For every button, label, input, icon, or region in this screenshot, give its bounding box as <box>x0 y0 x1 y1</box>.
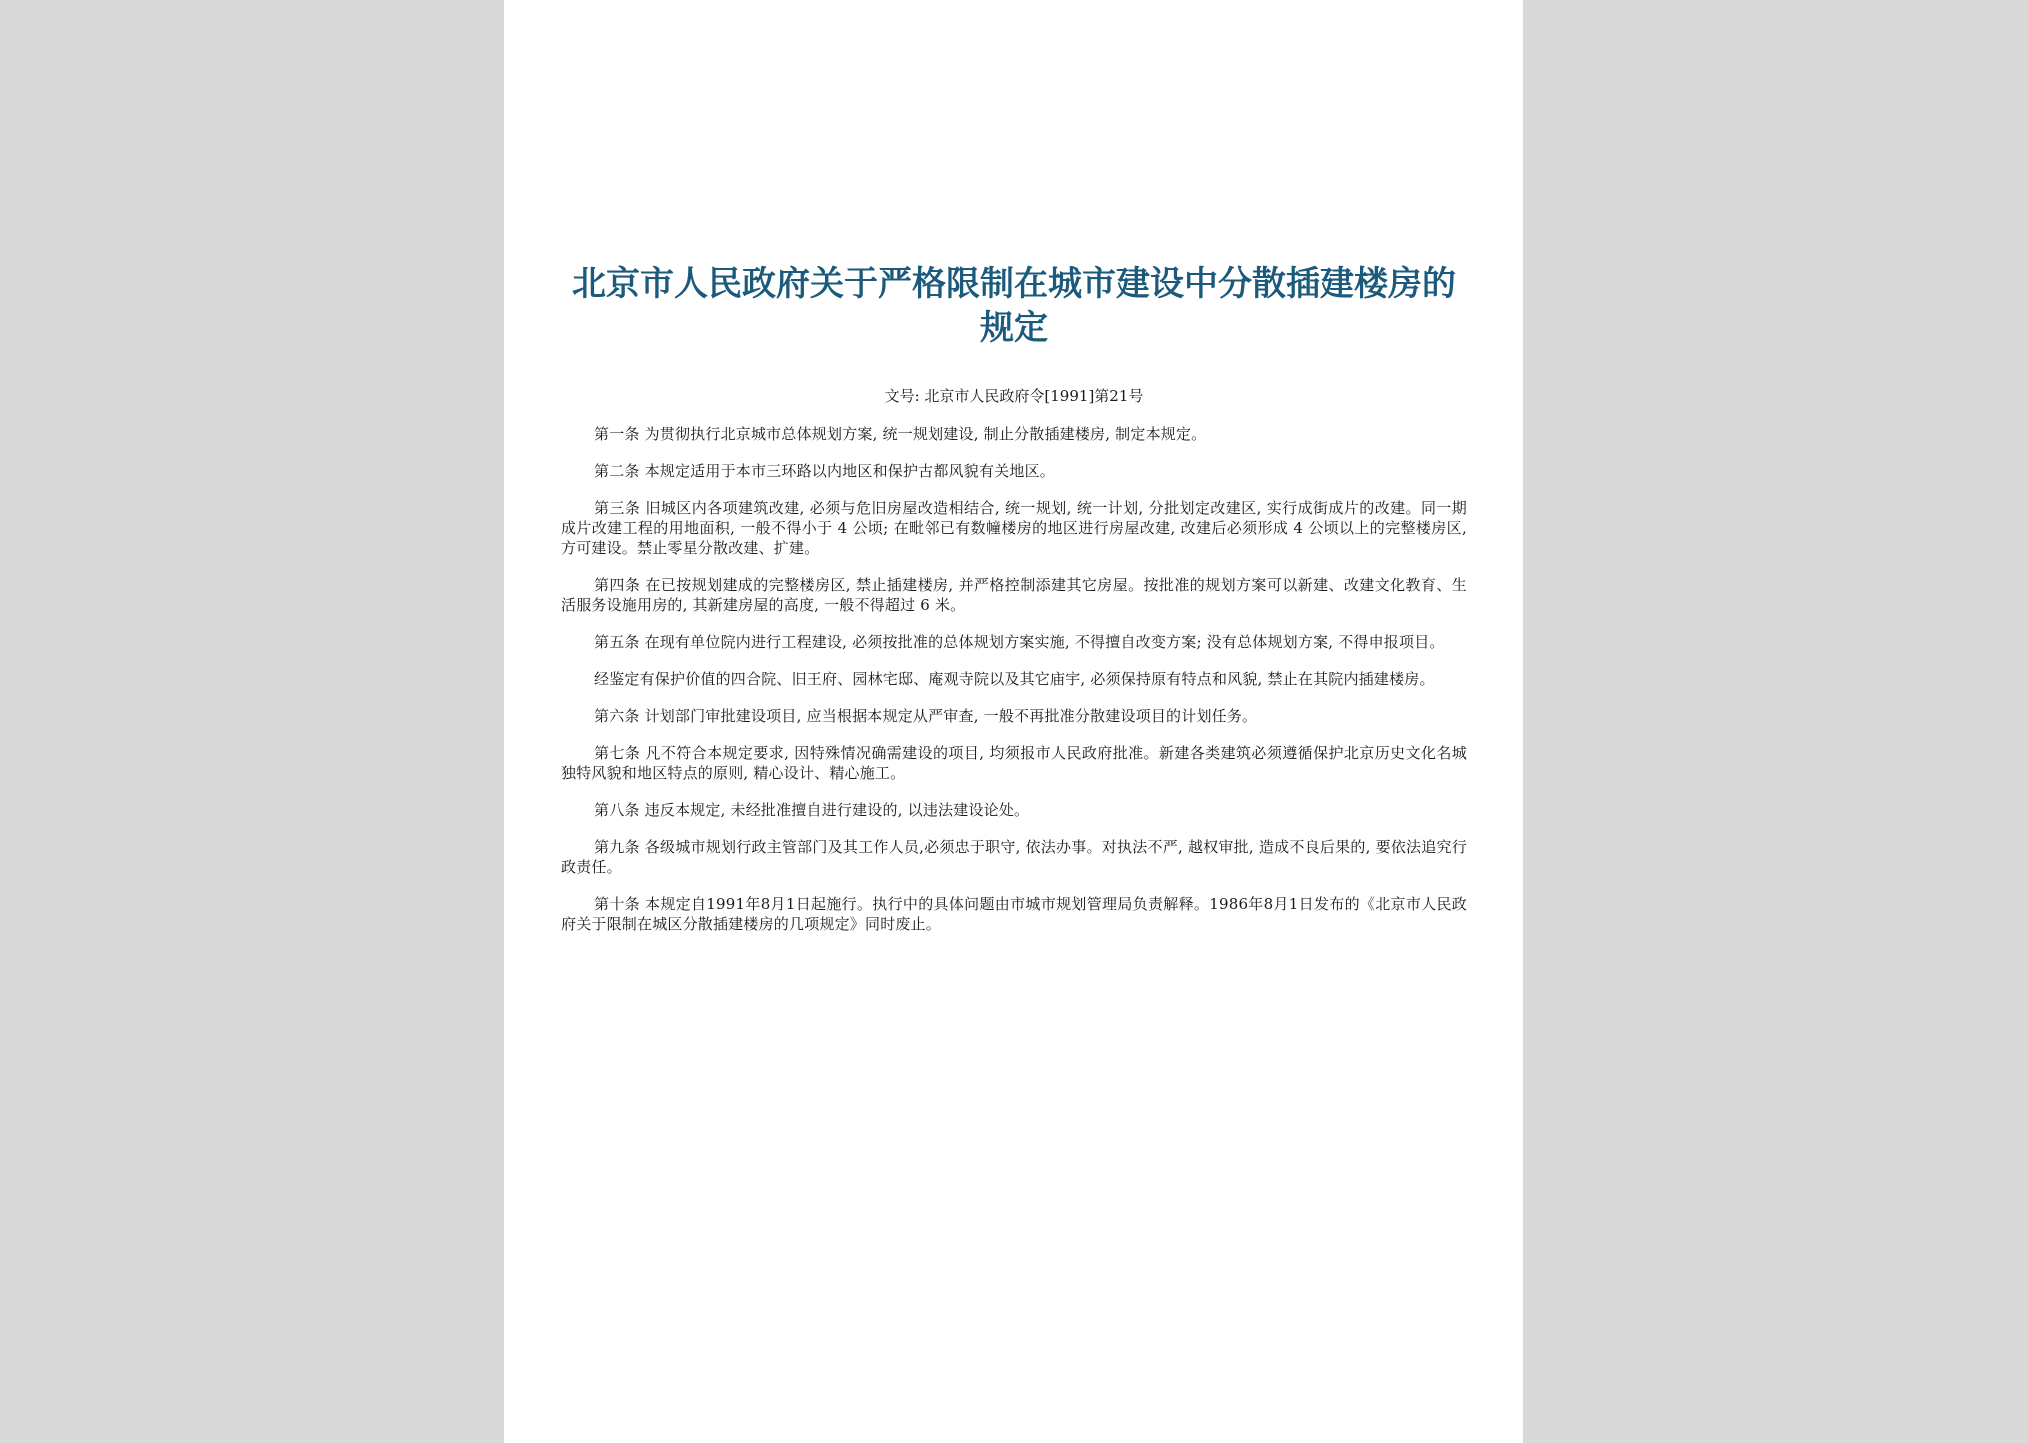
article-4: 第四条 在已按规划建成的完整楼房区, 禁止插建楼房, 并严格控制添建其它房屋。按批准的规划方案可以新建、改建文化教育、生活服务设施用房的, 其新建房屋的高度, 一般不得超过 6 米。 <box>561 576 1467 614</box>
article-8: 第八条 违反本规定, 未经批准擅自进行建设的, 以违法建设论处。 <box>594 801 1030 819</box>
article-5: 第五条 在现有单位院内进行工程建设, 必须按批准的总体规划方案实施, 不得擅自改变方案; 没有总体规划方案, 不得申报项目。 <box>594 633 1445 651</box>
article-3: 第三条 旧城区内各项建筑改建, 必须与危旧房屋改造相结合, 统一规划, 统一计划, 分批划定改建区, 实行成街成片的改建。同一期成片改建工程的用地面积, 一般不得小于 4 公顷; 在毗邻已有数幢楼房的地区进行房屋改建, 改建后必须形成 4 公顷以上的完整楼房区, 方可建设。禁止零星分散改建、扩建。 <box>561 499 1467 557</box>
article-1: 第一条 为贯彻执行北京城市总体规划方案, 统一规划建设, 制止分散插建楼房, 制定本规定。 <box>594 425 1207 443</box>
document-number: 文号: 北京市人民政府令[1991]第21号 <box>884 387 1144 405</box>
document-page <box>504 0 1523 1443</box>
document-body <box>561 424 1467 951</box>
article-2: 第二条 本规定适用于本市三环路以内地区和保护古都风貌有关地区。 <box>594 462 1055 480</box>
article-9: 第九条 各级城市规划行政主管部门及其工作人员,必须忠于职守, 依法办事。对执法不严, 越权审批, 造成不良后果的, 要依法追究行政责任。 <box>561 838 1467 876</box>
article-7: 第七条 凡不符合本规定要求, 因特殊情况确需建设的项目, 均须报市人民政府批准。新建各类建筑必须遵循保护北京历史文化名城独特风貌和地区特点的原则, 精心设计、精心施工。 <box>561 744 1467 782</box>
article-5-supplement: 经鉴定有保护价值的四合院、旧王府、园林宅邸、庵观寺院以及其它庙宇, 必须保持原有特点和风貌, 禁止在其院内插建楼房。 <box>594 670 1435 688</box>
article-10: 第十条 本规定自1991年8月1日起施行。执行中的具体问题由市城市规划管理局负责解释。1986年8月1日发布的《北京市人民政府关于限制在城区分散插建楼房的几项规定》同时废止。 <box>561 895 1467 933</box>
document-title: 北京市人民政府关于严格限制在城市建设中分散插建楼房的规定 <box>572 264 1456 348</box>
article-6: 第六条 计划部门审批建设项目, 应当根据本规定从严审查, 一般不再批准分散建设项目的计划任务。 <box>594 707 1258 725</box>
